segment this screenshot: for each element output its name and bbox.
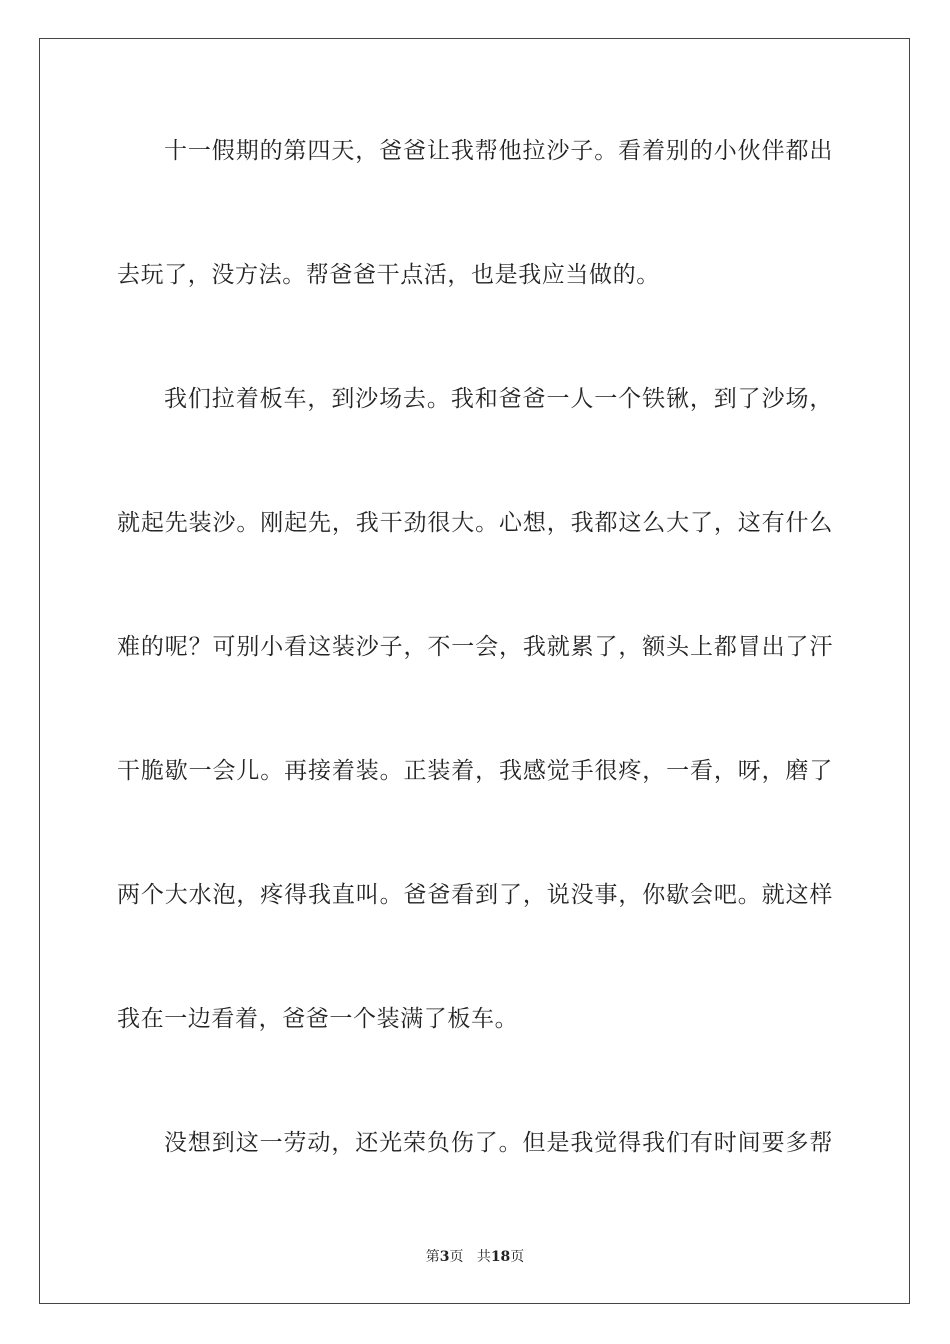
text-line-6: 干脆歇一会儿。再接着装。正装着，我感觉手很疼，一看，呀，磨了: [117, 758, 833, 784]
text-line-2: 去玩了，没方法。帮爸爸干点活，也是我应当做的。: [117, 262, 660, 288]
text-line-1: 十一假期的第四天，爸爸让我帮他拉沙子。看着别的小伙伴都出: [164, 138, 833, 164]
total-pages: 18: [490, 1249, 511, 1265]
text-line-4: 就起先装沙。刚起先，我干劲很大。心想，我都这么大了，这有什么: [117, 510, 833, 536]
total-suffix: 页: [510, 1249, 525, 1265]
text-line-9: 没想到这一劳动，还光荣负伤了。但是我觉得我们有时间要多帮: [164, 1130, 833, 1156]
text-line-5: 难的呢？可别小看这装沙子，不一会，我就累了，额头上都冒出了汗: [117, 634, 833, 660]
text-line-8: 我在一边看着，爸爸一个装满了板车。: [117, 1006, 519, 1032]
page-prefix: 第: [425, 1249, 440, 1265]
page-number: 3: [439, 1249, 450, 1265]
page-footer: [0, 1246, 950, 1266]
text-line-3: 我们拉着板车，到沙场去。我和爸爸一人一个铁锹，到了沙场，: [164, 386, 833, 412]
page-suffix: 页: [449, 1249, 464, 1265]
text-line-7: 两个大水泡，疼得我直叫。爸爸看到了，说没事，你歇会吧。就这样: [117, 882, 833, 908]
total-prefix: 共: [476, 1249, 491, 1265]
page-border: [39, 38, 910, 1304]
